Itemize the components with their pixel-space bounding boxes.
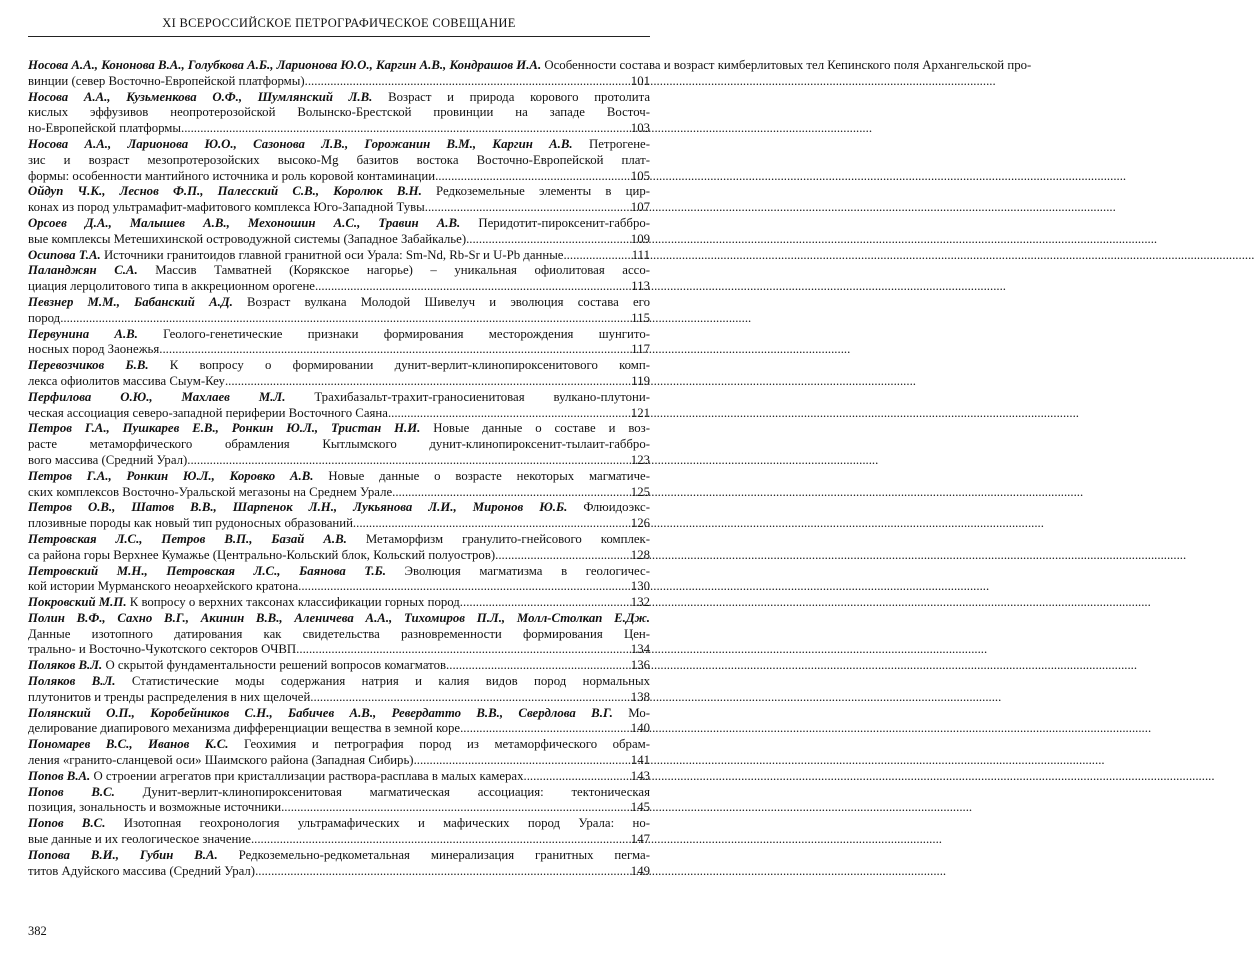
toc-line: [28, 674, 650, 690]
toc-entry: [28, 500, 650, 532]
entry-authors: Петров О.В., Шатов В.В., Шарпенок Л.Н., Лукьянова Л.И., Миронов Ю.Б.: [28, 500, 568, 515]
entry-title-line: Редкоземельно-редкометальная минерализация гранитных пегма-: [238, 847, 650, 862]
toc-line-text: [28, 800, 281, 816]
dot-leader: [414, 753, 620, 769]
entry-authors: Орсоев Д.А., Малышев А.В., Мехоношин А.С., Травин А.В.: [28, 215, 461, 230]
toc-line: [28, 611, 650, 627]
toc-line: [28, 105, 650, 121]
entry-page-number: 125: [630, 484, 650, 499]
toc-line-text: [28, 406, 388, 422]
toc-line: [28, 832, 650, 848]
toc-line-text: [28, 469, 650, 485]
entry-title-line: конах из пород ультрамафит-мафитового комплекса Юго-Западной Тувы: [28, 200, 425, 215]
toc-entry: [28, 58, 1032, 90]
toc-line: [28, 721, 650, 737]
dot-leader: [60, 311, 620, 327]
dot-leader: [435, 169, 620, 185]
toc-entry: [28, 248, 650, 264]
toc-line: [28, 453, 650, 469]
toc-line: [28, 548, 650, 564]
toc-entry: [28, 785, 650, 817]
dot-leader: [187, 453, 620, 469]
dot-leader: [466, 232, 620, 248]
toc-line-text: [28, 342, 159, 358]
toc-entry: [28, 816, 650, 848]
entry-authors: Поляков В.Л.: [28, 674, 116, 689]
entry-page-number: 130: [630, 579, 650, 594]
toc-line-text: [28, 848, 650, 864]
toc-entry: [28, 848, 650, 880]
toc-line: [28, 485, 650, 501]
entry-title-line: Особенности состава и возраст кимберлитовых тел Кепинского поля Архангельской про-: [544, 58, 1032, 72]
toc-entry: [28, 263, 650, 295]
toc-line: [28, 327, 650, 343]
toc-line: [28, 58, 1032, 74]
toc-line-text: [28, 564, 650, 580]
entry-page-number: 115: [631, 310, 650, 325]
toc-entry: [28, 595, 650, 611]
entry-title-line: формы: особенности мантийного источника и роль коровой контаминации: [28, 168, 436, 183]
entry-title-line: Редкоземельные элементы в цир-: [436, 184, 651, 199]
toc-line: [28, 690, 650, 706]
toc-line-text: [28, 279, 315, 295]
entry-title-line: кой истории Мурманского неоархейского кратона: [28, 579, 299, 594]
entry-title-line: трально- и Восточно-Чукотского секторов ОЧВП: [28, 642, 297, 657]
toc-entry: [28, 564, 650, 596]
toc-entry: [28, 184, 650, 216]
entry-title-line: Петрогене-: [588, 136, 650, 151]
dot-leader: [255, 864, 620, 880]
entry-title-line: К вопросу о верхних таксонах классификации горных пород: [129, 595, 460, 610]
toc-line: [28, 279, 650, 295]
toc-line: [28, 595, 650, 611]
toc-line: [28, 532, 650, 548]
entry-authors: Попов В.А.: [28, 768, 91, 783]
dot-leader: [388, 406, 620, 422]
toc-line-text: [28, 832, 251, 848]
toc-entry: [28, 674, 650, 706]
entry-title-line: делирование диапирового механизма дифференциации вещества в земной коре: [28, 721, 461, 736]
toc-line: [28, 469, 650, 485]
toc-line: [28, 579, 650, 595]
toc-line-text: [28, 437, 650, 453]
entry-title-line: вого массива (Средний Урал): [28, 452, 188, 467]
toc-line-text: [28, 121, 181, 137]
toc-line-text: [28, 327, 650, 343]
entry-authors: Носова А.А., Кононова В.А., Голубкова А.Б., Ларионова Ю.О., Каргин А.В., Кондрашов И.А.: [28, 58, 542, 72]
entry-page-number: 126: [630, 516, 650, 531]
entry-authors: Петров Г.А., Пушкарев Е.В., Ронкин Ю.Л., Тристан Н.И.: [28, 421, 421, 436]
toc-line-text: [28, 153, 650, 169]
toc-line: [28, 737, 650, 753]
dot-leader: [298, 579, 620, 595]
entry-authors: Пономарев В.С., Иванов К.С.: [28, 737, 229, 752]
toc-line-text: [28, 816, 650, 832]
entry-authors: Носова А.А., Ларионова Ю.О., Сазонова Л.В., Горожанин В.М., Каргин А.В.: [28, 136, 573, 151]
toc-line-text: [28, 690, 310, 706]
entry-authors: Петровская Л.С., Петров В.П., Базай А.В.: [28, 531, 347, 546]
entry-page-number: 123: [630, 452, 650, 467]
entry-page-number: 138: [630, 689, 650, 704]
toc-line-text: [28, 295, 650, 311]
toc-line-text: [28, 485, 392, 501]
toc-line-text: [28, 311, 60, 327]
toc-line-text: [28, 453, 187, 469]
entry-title-line: пород: [28, 310, 61, 325]
entry-title-line: Новые данные о составе и воз-: [433, 421, 650, 436]
toc-line: [28, 658, 650, 674]
entry-title-line: Возраст вулкана Молодой Шивелуч и эволюция состава его: [247, 294, 650, 309]
toc-entry: [28, 769, 650, 785]
entry-authors: Первунина А.В.: [28, 326, 138, 341]
dot-leader: [460, 721, 620, 737]
toc-line: [28, 864, 650, 880]
dot-leader: [392, 485, 620, 501]
toc-line: [28, 295, 650, 311]
entry-page-number: 132: [630, 595, 650, 610]
dot-leader: [296, 642, 620, 658]
toc-line-text: [28, 516, 353, 532]
entry-title-line: Геохимия и петрография пород из метаморфического обрам-: [244, 737, 650, 752]
toc-line: [28, 753, 650, 769]
toc-line-text: [28, 58, 1031, 74]
toc-entry: [28, 737, 650, 769]
toc-entry: [28, 532, 650, 564]
toc-line-text: [28, 532, 650, 548]
toc-line: [28, 248, 650, 264]
entry-title-line: кислых эффузивов неопротерозойской Волынско-Брестской провинции на западе Восточ-: [28, 105, 650, 120]
toc-line: [28, 706, 650, 722]
entry-page-number: 134: [630, 642, 650, 657]
entry-authors: Перевозчиков Б.В.: [28, 358, 149, 373]
toc-line: [28, 263, 650, 279]
toc-line-text: [28, 864, 255, 880]
dot-leader: [353, 516, 620, 532]
entry-page-number: 111: [631, 247, 650, 262]
toc-line: [28, 390, 650, 406]
toc-line-text: [28, 674, 650, 690]
entry-authors: Паланджян С.А.: [28, 263, 138, 278]
dot-leader: [310, 690, 620, 706]
toc-line: [28, 216, 650, 232]
entry-authors: Полянский О.П., Коробейников С.Н., Бабичев А.В., Ревердатто В.В., Свердлова В.Г.: [28, 705, 613, 720]
dot-leader: [305, 74, 620, 90]
entry-title-line: зис и возраст мезопротерозойских высоко-Mg базитов востока Восточно-Европейской плат-: [28, 152, 650, 167]
entry-title-line: Мо-: [628, 705, 650, 720]
dot-leader: [315, 279, 620, 295]
toc-line: [28, 358, 650, 374]
dot-leader: [225, 374, 620, 390]
entry-title-line: Новые данные о возрасте некоторых магматиче-: [328, 468, 650, 483]
toc-line: [28, 816, 650, 832]
dot-leader: [159, 342, 620, 358]
entry-title-line: са района горы Верхнее Кумажье (Центрально-Кольский блок, Кольский полуостров): [28, 547, 496, 562]
entry-title-line: лекса офиолитов массива Сыум-Кеу: [28, 373, 225, 388]
toc-line: [28, 785, 650, 801]
toc-line-text: [28, 642, 296, 658]
toc-line-text: [28, 358, 650, 374]
table-of-contents: [28, 58, 1032, 879]
toc-line-text: [28, 753, 414, 769]
toc-line: [28, 437, 650, 453]
entry-title-line: О скрытой фундаментальности решений вопросов комагматов: [105, 658, 447, 673]
entry-title-line: вые комплексы Метешихинской островодужной системы (Западное Забайкалье): [28, 231, 467, 246]
toc-line-text: [28, 232, 466, 248]
entry-authors: Осипова Т.А.: [28, 247, 101, 262]
entry-authors: Певзнер М.М., Бабанский А.Д.: [28, 294, 233, 309]
toc-line-text: [28, 216, 650, 232]
entry-authors: Попов В.С.: [28, 784, 115, 799]
running-header: XI ВСЕРОССИЙСКОЕ ПЕТРОГРАФИЧЕСКОЕ СОВЕЩАНИЕ: [162, 16, 516, 30]
toc-line: [28, 516, 650, 532]
toc-line: [28, 169, 650, 185]
toc-line-text: [28, 90, 650, 106]
entry-authors: Полин В.Ф., Сахно В.Г., Акинин В.В., Аленичева А.А., Тихомиров П.Л., Молл-Столкап Е.Дж.: [28, 610, 650, 625]
entry-title-line: но-Европейской платформы: [28, 121, 181, 136]
entry-page-number: 149: [630, 863, 650, 878]
toc-line: [28, 342, 650, 358]
entry-title-line: расте метаморфического обрамления Кытлымского дунит-клинопироксенит-тылаит-габбро-: [28, 437, 650, 452]
toc-line-text: [28, 169, 435, 185]
dot-leader: [425, 200, 620, 216]
toc-entry: [28, 216, 650, 248]
entry-title-line: Статистические моды содержания натрия и калия видов пород нормальных: [131, 674, 650, 689]
entry-title-line: Флюидоэкс-: [583, 500, 650, 515]
entry-title-line: Метаморфизм гранулито-гнейсового комплек-: [365, 531, 650, 546]
toc-line-text: [28, 421, 650, 437]
toc-line: [28, 848, 650, 864]
toc-line: [28, 564, 650, 580]
entry-title-line: О строении агрегатов при кристаллизации раствора-расплава в малых камерах: [93, 768, 524, 783]
entry-title-line: ческая ассоциация северо-западной периферии Восточного Саяна: [28, 405, 388, 420]
toc-line: [28, 153, 650, 169]
toc-line: [28, 374, 650, 390]
entry-title-line: ления «гранито-сланцевой оси» Шаимского района (Западная Сибирь): [28, 753, 414, 768]
entry-page-number: 105: [630, 168, 650, 183]
toc-line: [28, 74, 650, 90]
entry-title-line: Источники гранитоидов главной гранитной оси Урала: Sm-Nd, Rb-Sr и U-Pb данные: [103, 247, 564, 262]
dot-leader: [251, 832, 620, 848]
entry-title-line: Возраст и природа корового протолита: [388, 89, 650, 104]
toc-line-text: [28, 548, 495, 564]
entry-page-number: 143: [630, 768, 650, 783]
entry-page-number: 101: [630, 73, 650, 88]
toc-entry: [28, 611, 650, 658]
toc-line: [28, 200, 650, 216]
toc-line-text: [28, 105, 650, 121]
page-number: 382: [28, 924, 47, 938]
toc-line-text: [28, 737, 650, 753]
entry-authors: Ойдуп Ч.К., Леснов Ф.П., Палесский С.В., Королюк В.Н.: [28, 184, 422, 199]
toc-line-text: [28, 390, 650, 406]
entry-page-number: 109: [630, 231, 650, 246]
toc-line: [28, 232, 650, 248]
entry-authors: Поляков В.Л.: [28, 658, 103, 673]
entry-title-line: К вопросу о формировании дунит-верлит-клинопироксенитового комп-: [169, 358, 650, 373]
toc-entry: [28, 90, 650, 137]
entry-page-number: 103: [630, 121, 650, 136]
entry-title-line: носных пород Заонежья: [28, 342, 160, 357]
entry-title-line: плутонитов и тренды распределения в них щелочей: [28, 689, 311, 704]
toc-line-text: [28, 263, 650, 279]
entry-page-number: 117: [631, 342, 650, 357]
entry-authors: Попова В.И., Губин В.А.: [28, 847, 218, 862]
toc-line-text: [28, 500, 650, 516]
entry-page-number: 141: [630, 753, 650, 768]
toc-line-text: [28, 74, 305, 90]
toc-line-text: [28, 706, 650, 722]
entry-page-number: 145: [630, 800, 650, 815]
entry-page-number: 119: [631, 373, 650, 388]
toc-line: [28, 421, 650, 437]
dot-leader: [181, 121, 620, 137]
entry-page-number: 136: [630, 658, 650, 673]
entry-title-line: ских комплексов Восточно-Уральской мегазоны на Среднем Урале: [28, 484, 393, 499]
toc-entry: [28, 390, 650, 422]
entry-page-number: 140: [630, 721, 650, 736]
toc-line: [28, 184, 650, 200]
toc-line: [28, 627, 650, 643]
dot-leader: [563, 248, 620, 264]
entry-title-line: плозивные породы как новый тип рудоносных образований: [28, 516, 353, 531]
entry-page-number: 147: [630, 832, 650, 847]
toc-line-text: [28, 721, 460, 737]
dot-leader: [281, 800, 620, 816]
toc-line-text: [28, 200, 425, 216]
entry-page-number: 107: [630, 200, 650, 215]
toc-entry: [28, 327, 650, 359]
toc-line-text: [28, 611, 650, 627]
entry-title-line: Геолого-генетические признаки формирования месторождения шунгито-: [163, 326, 650, 341]
toc-line: [28, 137, 650, 153]
toc-entry: [28, 421, 650, 468]
entry-title-line: винции (север Восточно-Европейской платформы): [28, 73, 305, 88]
entry-title-line: Данные изотопного датирования как свидетельства разновременности формирования Цен-: [28, 626, 650, 641]
toc-line-text: [28, 785, 650, 801]
toc-entry: [28, 706, 650, 738]
dot-leader: [446, 658, 620, 674]
dot-leader: [495, 548, 620, 564]
toc-line-text: [28, 184, 650, 200]
toc-line-text: [28, 579, 298, 595]
entry-title-line: Изотопная геохронология ультрамафических и мафических пород Урала: но-: [123, 816, 650, 831]
toc-line: [28, 769, 650, 785]
entry-page-number: 121: [630, 405, 650, 420]
toc-entry: [28, 469, 650, 501]
entry-authors: Петров Г.А., Ронкин Ю.Л., Коровко А.В.: [28, 468, 314, 483]
toc-line-text: [28, 248, 563, 264]
entry-title-line: позиция, зональность и возможные источники: [28, 800, 282, 815]
toc-line: [28, 406, 650, 422]
entry-authors: Петровский М.Н., Петровская Л.С., Баянова Т.Б.: [28, 563, 386, 578]
entry-authors: Перфилова О.Ю., Махлаев М.Л.: [28, 389, 286, 404]
toc-line-text: [28, 658, 446, 674]
dot-leader: [524, 769, 620, 785]
toc-entry: [28, 137, 650, 184]
toc-line: [28, 642, 650, 658]
entry-title-line: Дунит-верлит-клинопироксенитовая магматическая ассоциация: тектоническая: [142, 784, 651, 799]
toc-line: [28, 800, 650, 816]
toc-line-text: [28, 627, 650, 643]
entry-title-line: Массив Тамватней (Корякское нагорье) – уникальная офиолитовая ассо-: [155, 263, 650, 278]
toc-entry: [28, 295, 650, 327]
entry-title-line: вые данные и их геологическое значение: [28, 832, 251, 847]
toc-line: [28, 121, 650, 137]
entry-title-line: Перидотит-пироксенит-габбро-: [478, 215, 650, 230]
toc-entry: [28, 658, 650, 674]
header-rule: [28, 36, 650, 37]
entry-title-line: циация лерцолитового типа в аккреционном орогене: [28, 279, 315, 294]
entry-authors: Покровский М.П.: [28, 595, 127, 610]
entry-title-line: титов Адуйского массива (Средний Урал): [28, 863, 256, 878]
entry-title-line: Эволюция магматизма в геологичес-: [404, 563, 651, 578]
toc-line: [28, 500, 650, 516]
toc-line-text: [28, 137, 650, 153]
toc-line: [28, 311, 650, 327]
toc-line: [28, 90, 650, 106]
toc-line-text: [28, 769, 524, 785]
toc-line-text: [28, 374, 225, 390]
entry-page-number: 113: [631, 279, 650, 294]
entry-authors: Попов В.С.: [28, 816, 106, 831]
dot-leader: [460, 595, 620, 611]
entry-page-number: 128: [630, 547, 650, 562]
toc-entry: [28, 358, 650, 390]
entry-title-line: Трахибазальт-трахит-граносиенитовая вулкано-плутони-: [314, 389, 651, 404]
entry-authors: Носова А.А., Кузьменкова О.Ф., Шумлянский Л.В.: [28, 89, 373, 104]
toc-line-text: [28, 595, 460, 611]
